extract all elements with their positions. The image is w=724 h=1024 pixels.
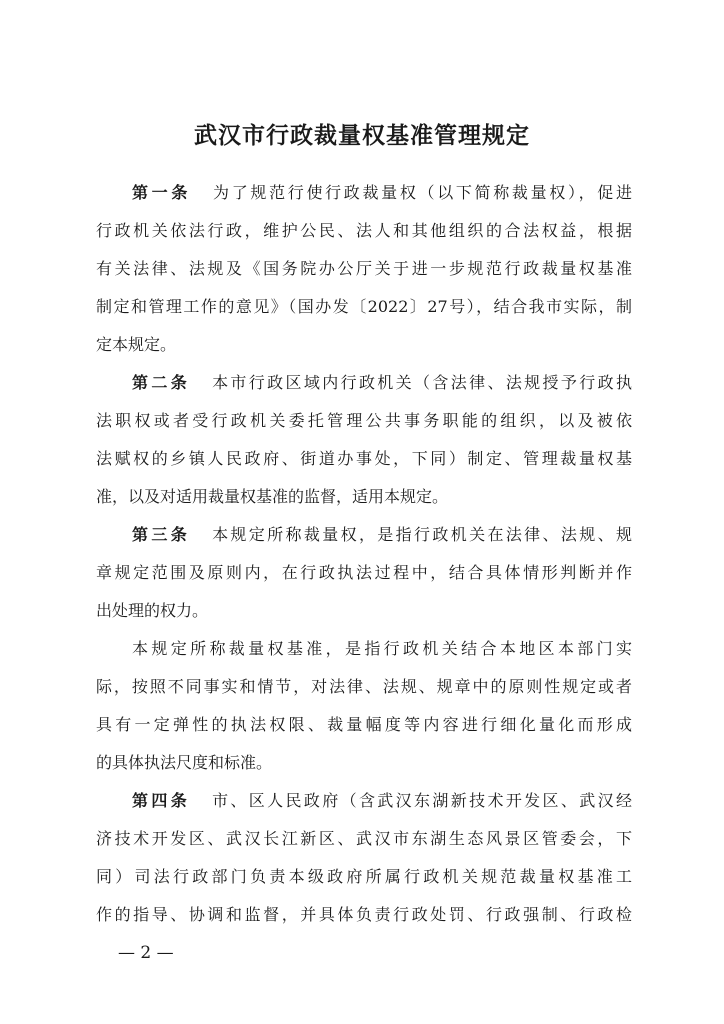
article-1-line-4: 制定和管理工作的意见》（国办发〔2022〕27号），结合我市实际，制 <box>96 297 632 316</box>
article-1-line-5: 定本规定。 <box>96 335 177 354</box>
article-3-line-1: 本规定所称裁量权，是指行政机关在法律、法规、规 <box>212 525 632 544</box>
article-3-para2-line-1: 本规定所称裁量权基准，是指行政机关结合本地区本部门实 <box>132 639 632 658</box>
article-1-line-2: 行政机关依法行政，维护公民、法人和其他组织的合法权益，根据 <box>96 221 632 240</box>
article-3-para2-line-3: 具有一定弹性的执法权限、裁量幅度等内容进行细化量化而形成 <box>96 715 632 734</box>
article-2-first-line <box>132 371 632 395</box>
article-1-first-line <box>132 181 632 205</box>
article-2-line-1: 本市行政区域内行政机关（含法律、法规授予行政执 <box>212 373 632 392</box>
article-3-line-3: 出处理的权力。 <box>96 601 209 620</box>
article-4-first-line <box>132 789 632 813</box>
article-3-heading: 第三条 <box>132 525 191 544</box>
article-3-first-line <box>132 523 632 547</box>
article-2-heading: 第二条 <box>132 373 191 392</box>
article-4-line-4: 作的指导、协调和监督，并具体负责行政处罚、行政强制、行政检 <box>96 905 632 924</box>
article-4-line-2: 济技术开发区、武汉长江新区、武汉市东湖生态风景区管委会，下 <box>96 829 632 848</box>
article-1-heading: 第一条 <box>132 183 192 202</box>
article-4-heading: 第四条 <box>132 791 191 810</box>
article-2-line-2: 法职权或者受行政机关委托管理公共事务职能的组织，以及被依 <box>96 411 632 430</box>
article-3-line-2: 章规定范围及原则内，在行政执法过程中，结合具体情形判断并作 <box>96 563 632 582</box>
article-1-line-3: 有关法律、法规及《国务院办公厅关于进一步规范行政裁量权基准 <box>96 259 632 278</box>
article-3-para2-line-4: 的具体执法尺度和标准。 <box>96 753 273 772</box>
article-4-line-1: 市、区人民政府（含武汉东湖新技术开发区、武汉经 <box>212 791 632 810</box>
article-2-line-4: 准，以及对适用裁量权基准的监督，适用本规定。 <box>96 487 449 506</box>
article-3-para2-line-2: 际，按照不同事实和情节，对法律、法规、规章中的原则性规定或者 <box>96 677 632 696</box>
page-number: — 2 — <box>118 943 174 963</box>
article-4-line-3: 同）司法行政部门负责本级政府所属行政机关规范裁量权基准工 <box>96 867 632 886</box>
document-title: 武汉市行政裁量权基准管理规定 <box>194 122 530 149</box>
article-2-line-3: 法赋权的乡镇人民政府、街道办事处，下同）制定、管理裁量权基 <box>96 449 632 468</box>
article-1-line-1: 为了规范行使行政裁量权（以下简称裁量权），促进 <box>213 183 632 202</box>
